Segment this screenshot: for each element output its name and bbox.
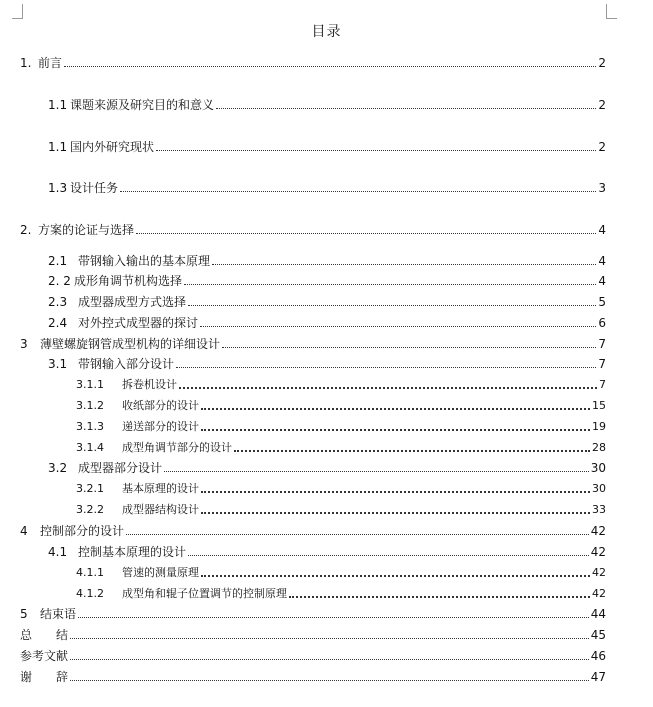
toc-entry-text: 课题来源及研究目的和意义 [70, 98, 215, 112]
toc-page-number: 42 [592, 587, 606, 600]
toc-leader [188, 555, 589, 556]
toc-entry-3-1-4[interactable] [76, 440, 606, 456]
toc-entry-number: 3.1.4 [76, 441, 104, 454]
toc-entry-text: 成型器结构设计 [122, 503, 199, 516]
toc-entry-text: 控制部分的设计 [40, 524, 125, 538]
toc-page-number: 42 [590, 524, 606, 538]
toc-entry-2-2[interactable] [48, 273, 606, 289]
toc-entry-text: 递送部分的设计 [122, 420, 199, 433]
toc-leader [212, 264, 596, 265]
toc-page-number: 45 [590, 628, 606, 642]
toc-entry-number: 1.1 [48, 140, 68, 154]
toc-entry-number: 3.1.2 [76, 399, 104, 412]
toc-entry-2-1[interactable] [48, 253, 606, 269]
toc-entry-number: 4 [20, 524, 28, 538]
toc-leader [64, 66, 596, 67]
toc-page-number: 5 [598, 295, 606, 309]
toc-leader [120, 191, 596, 192]
toc-entry-3-1[interactable] [48, 356, 606, 372]
toc-entry-1-3[interactable] [48, 180, 606, 196]
toc-page-number: 46 [590, 649, 606, 663]
toc-entry-text: 成型器成型方式选择 [78, 295, 187, 309]
toc-leader [156, 150, 596, 151]
toc-entry-references[interactable] [20, 648, 606, 664]
toc-entry-4-1-1[interactable] [76, 565, 606, 581]
toc-page-number: 33 [592, 503, 606, 516]
toc-entry-3-2[interactable] [48, 460, 606, 476]
toc-entry-3-2-1[interactable] [76, 481, 606, 497]
toc-leader [201, 575, 590, 577]
toc-entry-text: 成型器部分设计 [78, 461, 163, 475]
toc-title: 目录 [311, 24, 342, 40]
toc-page-number: 42 [592, 566, 606, 579]
toc-entry-text: 设计任务 [70, 181, 119, 195]
toc-entry-text: 谢 辞 [20, 670, 69, 684]
toc-entry-3[interactable] [20, 336, 606, 352]
toc-leader [126, 534, 589, 535]
toc-leader [234, 450, 590, 452]
toc-entry-number: 2.3 [48, 295, 68, 309]
toc-entry-text: 参考文献 [20, 649, 69, 663]
toc-leader [179, 387, 597, 389]
toc-entry-text: 前言 [38, 56, 63, 70]
page-corner-mark-right [606, 4, 617, 19]
toc-entry-2-3[interactable] [48, 294, 606, 310]
toc-page-number: 30 [592, 482, 606, 495]
toc-entry-summary[interactable] [20, 627, 606, 643]
toc-entry-number: 1.3 [48, 181, 68, 195]
toc-entry-number: 3.2 [48, 461, 68, 475]
toc-entry-number: 4.1 [48, 545, 68, 559]
toc-entry-4-1[interactable] [48, 544, 606, 560]
toc-leader [184, 284, 596, 285]
toc-entry-2[interactable] [20, 222, 606, 238]
toc-page-number: 42 [590, 545, 606, 559]
toc-entry-text: 带钢输入输出的基本原理 [78, 254, 211, 268]
toc-entry-text: 成型角和辊子位置调节的控制原理 [122, 587, 287, 600]
toc-entry-3-1-3[interactable] [76, 419, 606, 435]
toc-page-number: 15 [592, 399, 606, 412]
toc-leader [289, 596, 590, 598]
toc-leader [201, 408, 590, 410]
toc-page-number: 30 [590, 461, 606, 475]
toc-entry-text: 基本原理的设计 [122, 482, 199, 495]
toc-entry-number: 4.1.1 [76, 566, 104, 579]
toc-page-number: 6 [598, 316, 606, 330]
toc-entry-1-2[interactable] [48, 139, 606, 155]
toc-entry-text: 总 结 [20, 628, 69, 642]
toc-entry-number: 2.1 [48, 254, 68, 268]
toc-entry-number: 3.1.1 [76, 378, 104, 391]
toc-entry-3-2-2[interactable] [76, 502, 606, 518]
toc-entry-number: 3.1.3 [76, 420, 104, 433]
toc-entry-number: 5 [20, 607, 28, 621]
toc-entry-text: 成型角调节部分的设计 [122, 441, 232, 454]
toc-page-number: 4 [598, 254, 606, 268]
toc-leader [201, 512, 590, 514]
toc-entry-number: 2.4 [48, 316, 68, 330]
toc-page-number: 28 [592, 441, 606, 454]
toc-entry-number: 4.1.2 [76, 587, 104, 600]
toc-entry-number: 1.1 [48, 98, 68, 112]
toc-leader [176, 367, 596, 368]
toc-leader [222, 347, 596, 348]
toc-entry-1[interactable] [20, 55, 606, 71]
toc-leader [216, 108, 596, 109]
toc-entry-text: 方案的论证与选择 [38, 223, 135, 237]
toc-entry-text: 控制基本原理的设计 [78, 545, 187, 559]
toc-entry-text: 带钢输入部分设计 [78, 357, 175, 371]
toc-entry-4[interactable] [20, 523, 606, 539]
toc-page-number: 3 [598, 181, 606, 195]
toc-entry-text: 薄壁螺旋钢管成型机构的详细设计 [40, 337, 221, 351]
toc-entry-2-4[interactable] [48, 315, 606, 331]
toc-page-number: 19 [592, 420, 606, 433]
toc-page-number: 7 [598, 337, 606, 351]
toc-leader [136, 233, 596, 234]
toc-page-number: 2 [598, 56, 606, 70]
toc-page-number: 4 [598, 223, 606, 237]
toc-leader [70, 680, 589, 681]
toc-entry-number: 3.2.1 [76, 482, 104, 495]
toc-entry-3-1-2[interactable] [76, 398, 606, 414]
toc-entry-text: 成形角调节机构选择 [74, 274, 183, 288]
toc-entry-text: 收纸部分的设计 [122, 399, 199, 412]
toc-page-number: 4 [598, 274, 606, 288]
toc-leader [70, 659, 589, 660]
toc-entry-number: 3.1 [48, 357, 68, 371]
toc-entry-4-1-2[interactable] [76, 586, 606, 602]
toc-page-number: 44 [590, 607, 606, 621]
toc-leader [200, 326, 596, 327]
toc-leader [78, 617, 589, 618]
toc-entry-text: 对外控式成型器的探讨 [78, 316, 199, 330]
toc-leader [188, 305, 596, 306]
toc-entry-5[interactable] [20, 606, 606, 622]
toc-entry-number: 2. [20, 223, 32, 237]
toc-page-number: 47 [590, 670, 606, 684]
toc-entry-number: 3 [20, 337, 28, 351]
toc-entry-number: 2. 2 [48, 274, 71, 288]
toc-entry-text: 结束语 [40, 607, 77, 621]
toc-entry-acknowledgements[interactable] [20, 669, 606, 685]
toc-entry-number: 1. [20, 56, 32, 70]
toc-entry-text: 拆卷机设计 [122, 378, 177, 391]
toc-page-number: 7 [598, 357, 606, 371]
toc-page-number: 2 [598, 140, 606, 154]
toc-leader [70, 638, 589, 639]
toc-entry-text: 国内外研究现状 [70, 140, 155, 154]
toc-leader [201, 429, 590, 431]
toc-leader [201, 491, 590, 493]
toc-leader [164, 471, 589, 472]
toc-entry-text: 管速的测量原理 [122, 566, 199, 579]
toc-entry-1-1[interactable] [48, 97, 606, 113]
toc-page-number: 2 [598, 98, 606, 112]
toc-entry-number: 3.2.2 [76, 503, 104, 516]
page-corner-mark-left [12, 4, 23, 19]
toc-page-number: 7 [599, 378, 606, 391]
toc-entry-3-1-1[interactable] [76, 377, 606, 393]
